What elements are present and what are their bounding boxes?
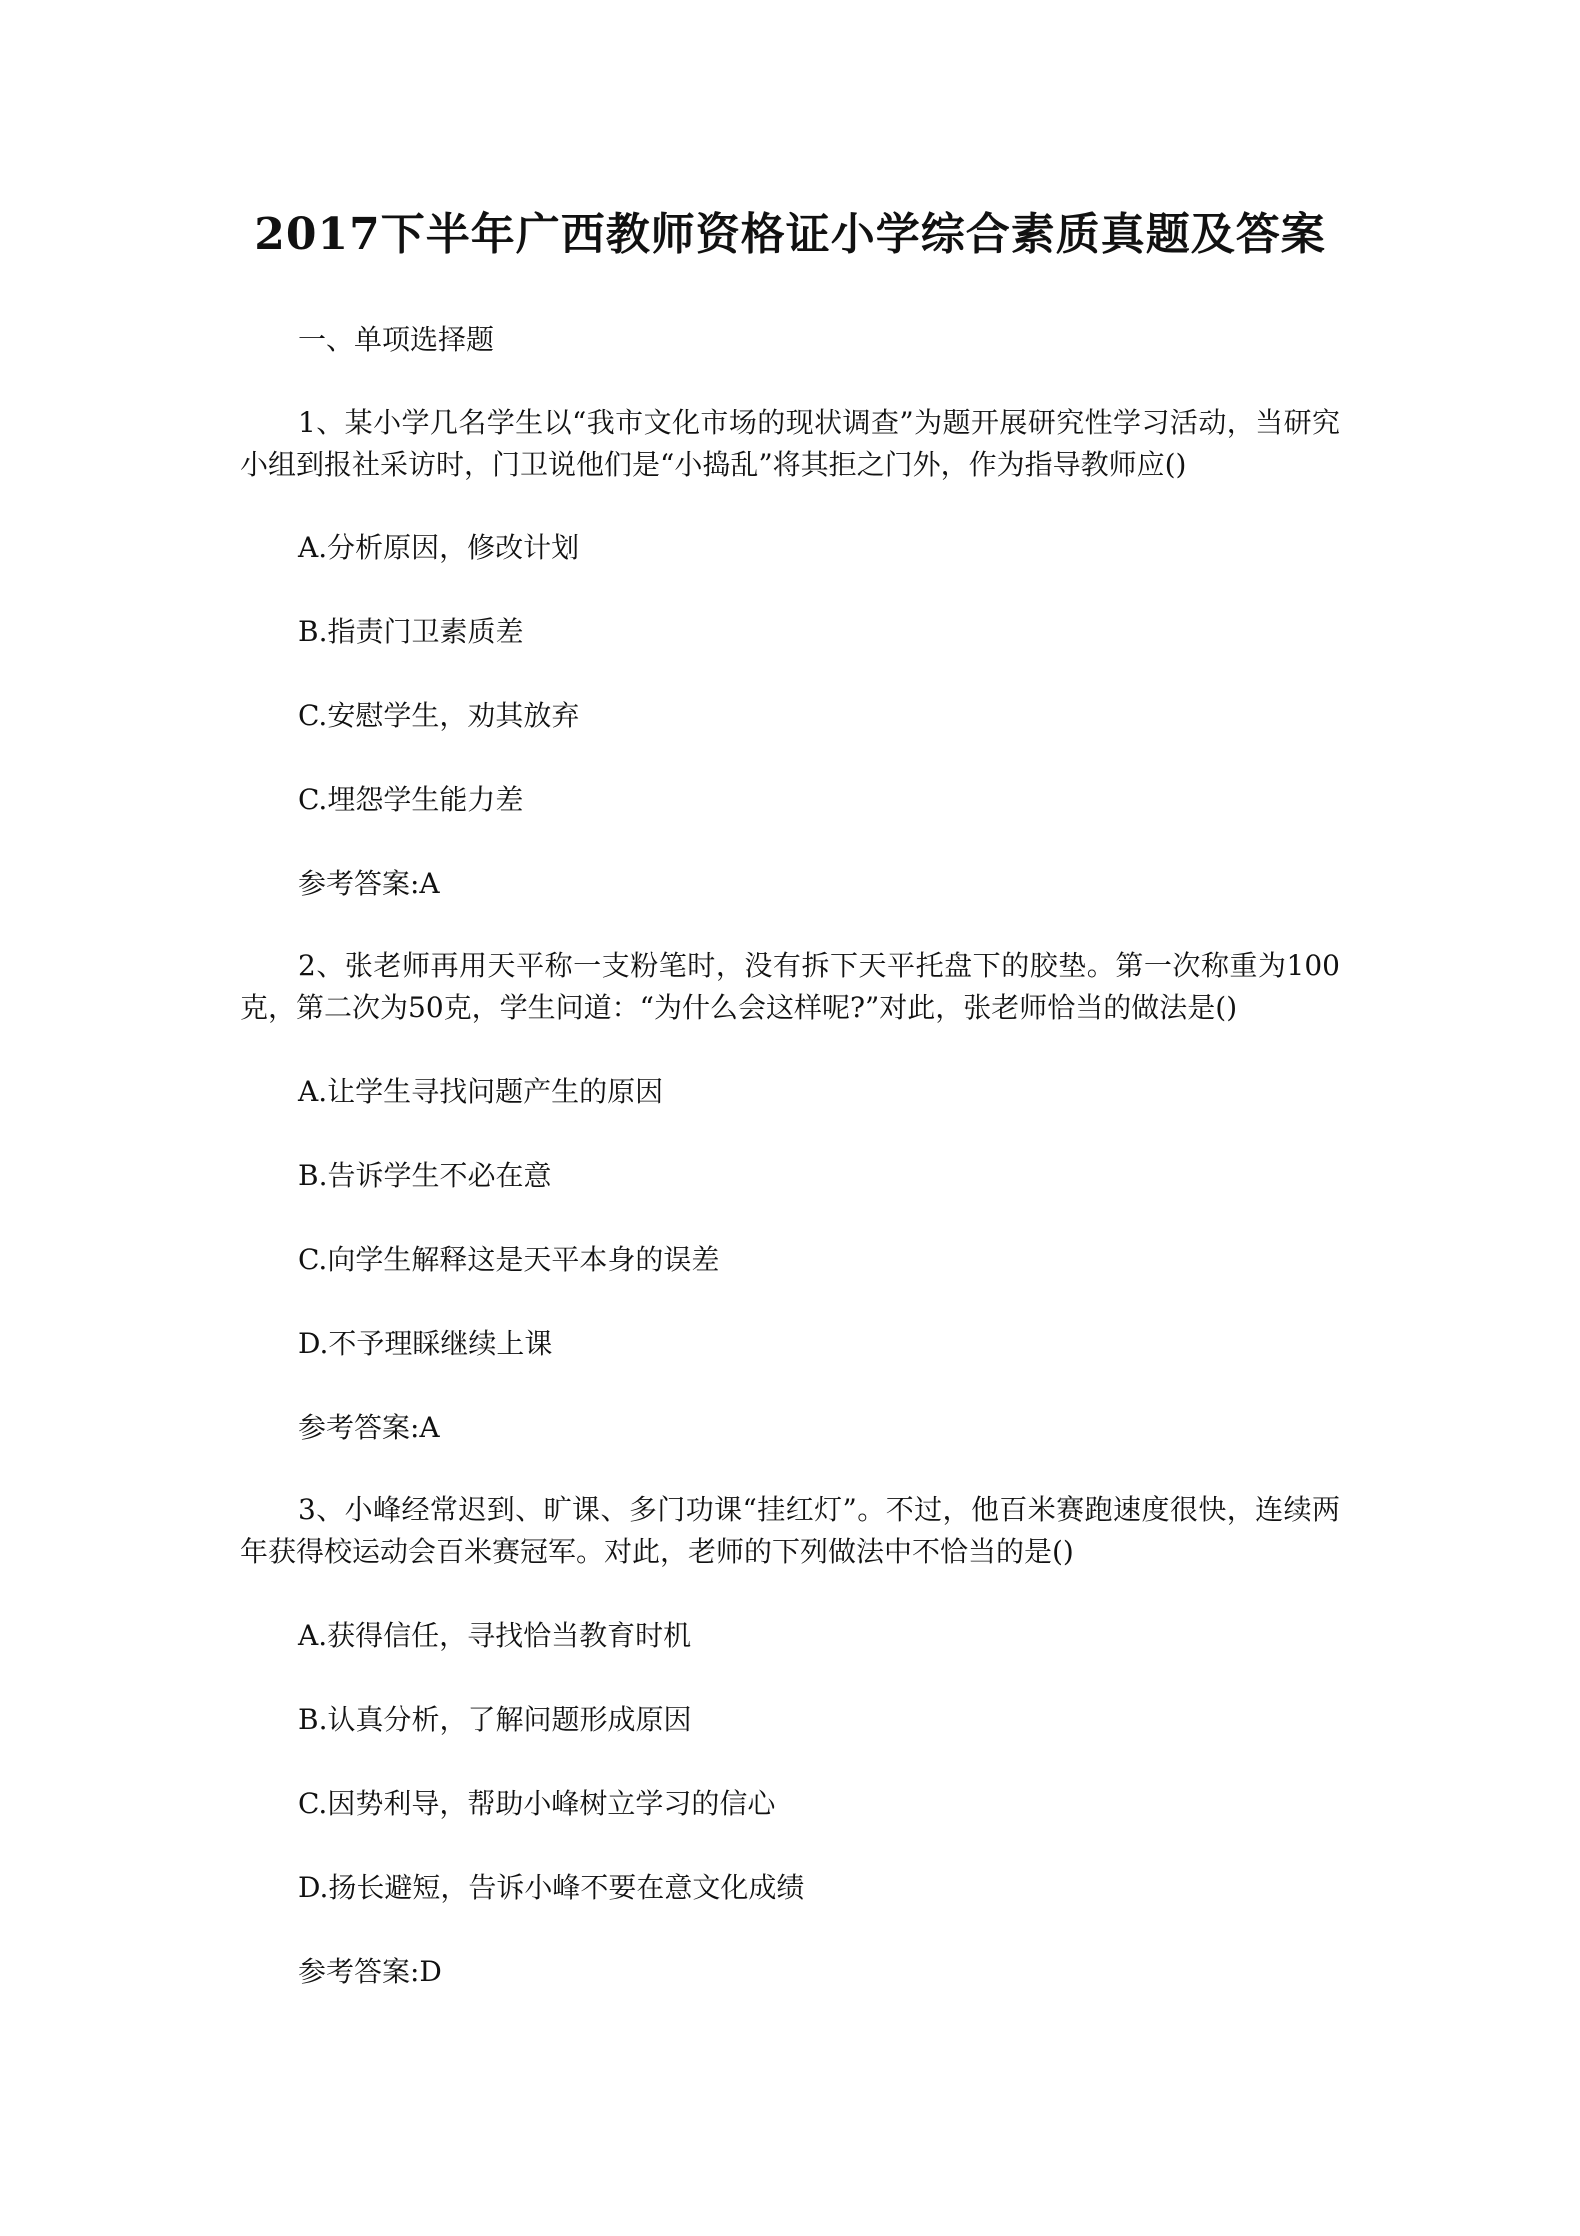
- section-heading: 一、单项选择题: [298, 323, 495, 356]
- question-3-answer: 参考答案:D: [298, 1955, 442, 1988]
- question-1-option-c: C.安慰学生，劝其放弃: [298, 699, 580, 732]
- question-1-option-b: B.指责门卫素质差: [298, 615, 524, 648]
- question-3-option-c: C.因势利导，帮助小峰树立学习的信心: [298, 1787, 776, 1820]
- question-stem-2: 2、张老师再用天平称一支粉笔时，没有拆下天平托盘下的胶垫。第一次称重为100克，第二次为50克，学生问道：“为什么会这样呢?”对此，张老师恰当的做法是(): [240, 949, 1340, 1024]
- question-stem-3: 3、小峰经常迟到、旷课、多门功课“挂红灯”。不过，他百米赛跑速度很快，连续两年获得校运动会百米赛冠军。对此，老师的下列做法中不恰当的是(): [240, 1493, 1340, 1568]
- question-1-option-d: C.埋怨学生能力差: [298, 783, 524, 816]
- question-1-answer: 参考答案:A: [298, 867, 440, 900]
- question-3-option-d: D.扬长避短，告诉小峰不要在意文化成绩: [298, 1871, 805, 1904]
- question-2-option-b: B.告诉学生不必在意: [298, 1159, 552, 1192]
- question-2-option-a: A.让学生寻找问题产生的原因: [298, 1075, 664, 1108]
- document-title: 2017下半年广西教师资格证小学综合素质真题及答案: [254, 209, 1326, 260]
- question-2-answer: 参考答案:A: [298, 1411, 440, 1444]
- question-stem-1: 1、某小学几名学生以“我市文化市场的现状调查”为题开展研究性学习活动，当研究小组到报社采访时，门卫说他们是“小捣乱”将其拒之门外，作为指导教师应(): [240, 406, 1340, 481]
- question-3-option-b: B.认真分析，了解问题形成原因: [298, 1703, 692, 1736]
- question-1-option-a: A.分析原因，修改计划: [298, 531, 580, 564]
- question-2-option-c: C.向学生解释这是天平本身的误差: [298, 1243, 720, 1276]
- question-2-option-d: D.不予理睬继续上课: [298, 1327, 553, 1360]
- question-3-option-a: A.获得信任，寻找恰当教育时机: [298, 1619, 692, 1652]
